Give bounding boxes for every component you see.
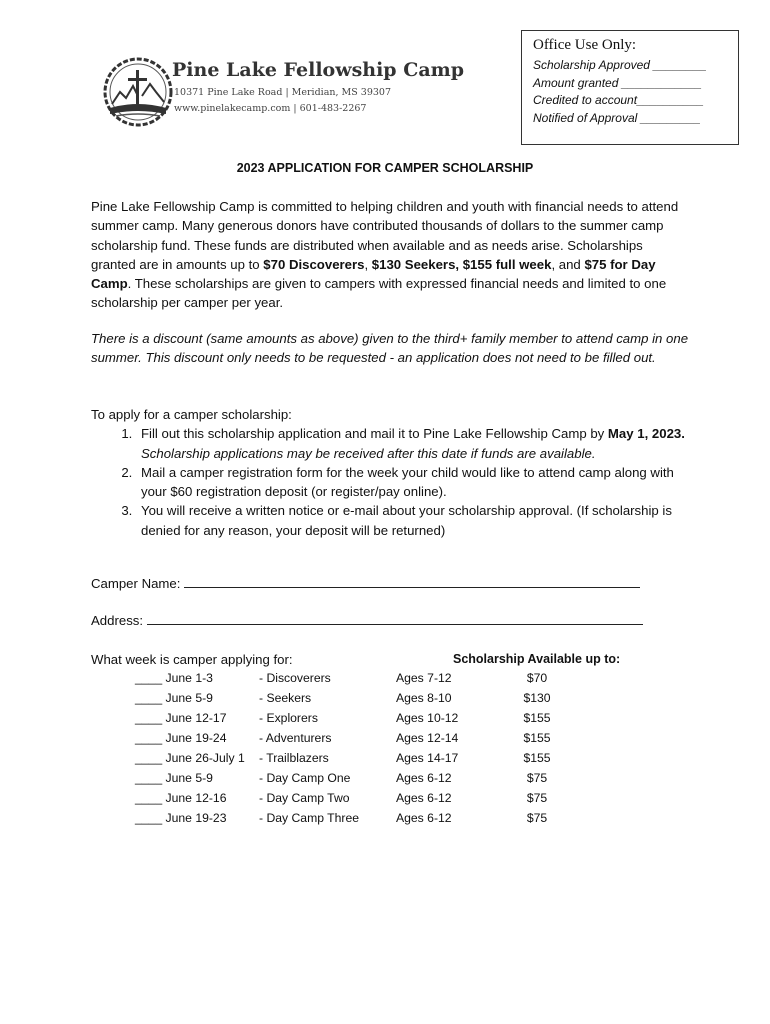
office-use-box xyxy=(521,30,739,145)
discount-paragraph: There is a discount (same amounts as above) given to the third+ family member to attend camp in one summer. This discount only needs to be requested - an application does not need to be filled out. xyxy=(91,331,689,366)
week-amount: $155 xyxy=(523,751,551,765)
apply-step-2: 2. Mail a camper registration form for the week your child would like to attend camp along with your $60 registration deposit (or register/pay online). xyxy=(136,463,691,502)
camp-contact xyxy=(174,85,391,117)
weeks-heading: What week is camper applying for: xyxy=(91,652,293,667)
camper-name-label: Camper Name: xyxy=(91,576,181,591)
apply-steps xyxy=(91,424,691,540)
address-input[interactable] xyxy=(147,612,643,625)
camp-name: Pine Lake Fellowship Camp xyxy=(172,59,465,81)
week-ages: Ages 6-12 xyxy=(396,771,452,785)
week-ages: Ages 6-12 xyxy=(396,791,452,805)
week-amount: $70 xyxy=(526,671,548,685)
apply-lead: To apply for a camper scholarship: xyxy=(91,407,292,422)
week-amount: $155 xyxy=(523,731,551,745)
week-ages: Ages 12-14 xyxy=(396,731,459,745)
office-use-title: Office Use Only: xyxy=(533,37,637,53)
week-date: ____ June 19-24 xyxy=(135,731,227,745)
week-ages: Ages 10-12 xyxy=(396,711,459,725)
office-line-approved[interactable]: Scholarship Approved ________ xyxy=(533,58,707,72)
week-program: - Discoverers xyxy=(259,671,331,685)
intro-text-1: Pine Lake Fellowship Camp is committed to helping children and youth with financial needs to attend summer camp. Many generous donors have contributed thousands of dollars to the summer camp scholarship fund. These funds are distributed when available and as needs arise. Scholarships granted are in amounts up to xyxy=(91,199,679,272)
week-program: - Day Camp Two xyxy=(259,791,350,805)
week-program: - Trailblazers xyxy=(259,751,329,765)
apply-step-3: 3. You will receive a written notice or e-mail about your scholarship approval. (If scholarship is denied for any reason, your deposit will be returned) xyxy=(136,501,691,540)
week-ages: Ages 14-17 xyxy=(396,751,459,765)
week-date: ____ June 1-3 xyxy=(135,671,213,685)
week-date: ____ June 19-23 xyxy=(135,811,227,825)
week-ages: Ages 8-10 xyxy=(396,691,452,705)
step1-note: Scholarship applications may be received after this date if funds are available. xyxy=(141,445,596,461)
week-amount: $75 xyxy=(526,771,548,785)
address-field xyxy=(91,612,643,628)
apply-step-1 xyxy=(136,424,691,463)
week-date: ____ June 5-9 xyxy=(135,691,213,705)
intro-sep-1: , xyxy=(364,256,372,272)
intro-paragraph xyxy=(91,197,691,313)
camper-name-field xyxy=(91,575,640,591)
camp-web-phone: www.pinelakecamp.com | 601-483-2267 xyxy=(174,103,367,114)
week-program: - Day Camp Three xyxy=(259,811,360,825)
week-ages: Ages 7-12 xyxy=(396,671,452,685)
camp-address: 10371 Pine Lake Road | Meridian, MS 39307 xyxy=(174,87,392,98)
week-program: - Explorers xyxy=(259,711,318,725)
office-line-notified[interactable]: Notified of Approval _________ xyxy=(533,110,701,125)
week-amount: $155 xyxy=(523,711,551,725)
week-program: - Day Camp One xyxy=(259,771,351,785)
week-date: ____ June 12-16 xyxy=(135,791,227,805)
week-amount: $75 xyxy=(526,791,548,805)
camp-logo-icon xyxy=(98,52,178,132)
week-program: - Seekers xyxy=(259,691,312,705)
week-program: - Adventurers xyxy=(259,731,332,745)
intro-bold-day-camp: $75 for Day Camp xyxy=(91,256,656,292)
address-label: Address: xyxy=(91,613,144,628)
week-date: ____ June 12-17 xyxy=(135,711,227,725)
intro-sep-2: , and xyxy=(551,256,585,272)
intro-text-2: . These scholarships are given to campers with expressed financial needs and limited to one scholarship per camper per year. xyxy=(91,276,667,311)
intro-bold-seekers: $130 Seekers, $155 full week xyxy=(371,256,552,272)
week-date: ____ June 26-July 1 xyxy=(135,751,245,765)
office-line-amount[interactable]: Amount granted ____________ xyxy=(533,75,702,90)
apply-section xyxy=(91,405,691,540)
office-line-credited[interactable]: Credited to account__________ xyxy=(533,93,704,107)
document-title: 2023 APPLICATION FOR CAMPER SCHOLARSHIP xyxy=(236,161,534,175)
camper-name-input[interactable] xyxy=(184,575,640,588)
week-date: ____ June 5-9 xyxy=(135,771,213,785)
week-amount: $75 xyxy=(526,811,548,825)
step1-deadline: May 1, 2023. xyxy=(607,426,685,442)
step1-text: Fill out this scholarship application and mail it to Pine Lake Fellowship Camp by xyxy=(141,426,608,442)
scholarship-heading: Scholarship Available up to: xyxy=(453,652,621,666)
intro-bold-discoverers: $70 Discoverers xyxy=(263,256,365,272)
week-amount: $130 xyxy=(523,691,551,705)
week-ages: Ages 6-12 xyxy=(396,811,452,825)
